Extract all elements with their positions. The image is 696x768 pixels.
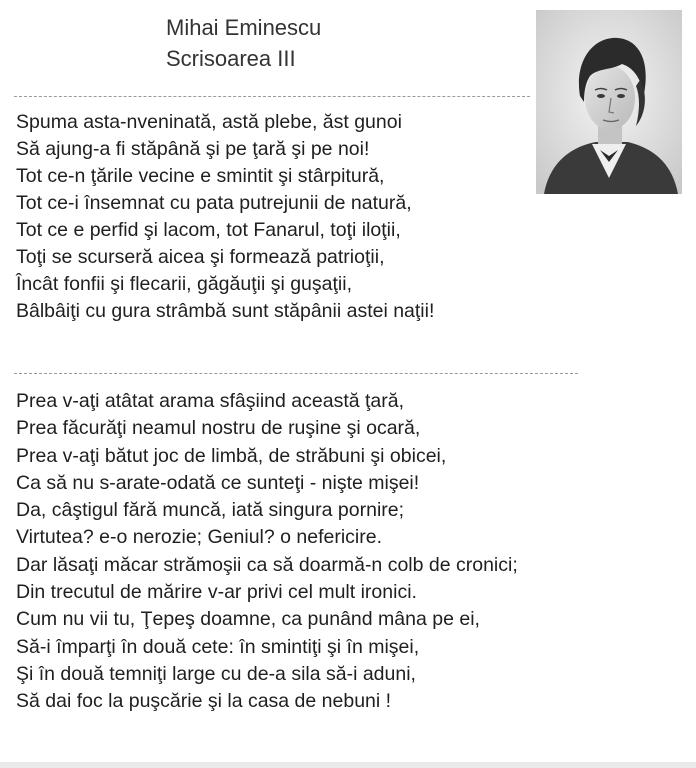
verse-line: Să dai foc la puşcărie şi la casa de nebuni ! [16,690,392,713]
verse-line: Încât fonfii şi flecarii, găgăuţii şi guşaţii, [16,273,352,295]
bottom-edge [0,762,696,768]
verse-line: Prea v-aţi atâtat arama sfâşiind această ţară, [16,390,405,412]
verse-line: Să-i împarţi în două cete: în smintiţi şi în mişei, [16,635,420,658]
verse-line: Ca să nu s-arate-odată ce sunteţi - nişte mişei! [16,471,420,494]
poem-header [166,12,321,74]
author-portrait [536,10,682,194]
verse-line: Toţi se scurseră aicea şi formează patrioţii, [16,246,385,268]
verse-line: Spuma asta-nveninată, astă plebe, ăst gunoi [16,111,402,133]
verse-line: Tot ce-i însemnat cu pata putrejunii de natură, [16,192,412,214]
verse-line: Prea v-aţi bătut joc de limbă, de străbuni şi obicei, [16,444,447,467]
verse-line: Tot ce-n ţările vecine e smintit şi stârpitură, [16,165,385,187]
verse-line: Şi în două temniţi large cu de-a sila să-i aduni, [16,662,416,685]
verse-line: Virtutea? e-o nerozie; Geniul? o nefericire. [16,526,383,549]
author-name: Mihai Eminescu [166,15,322,40]
verse-line: Tot ce e perfid şi lacom, tot Fanarul, toţi iloţii, [16,219,401,241]
dashed-divider [14,96,530,97]
portrait-sketch [536,10,682,194]
stanza-2 [16,388,518,716]
verse-line: Da, câştigul fără muncă, iată singura pornire; [16,499,405,522]
verse-line: Bâlbâiţi cu gura strâmbă sunt stăpânii astei naţii! [16,300,435,322]
poem-title: Scrisoarea III [166,46,296,71]
verse-line: Din trecutul de mărire v-ar privi cel mult ironici. [16,581,417,604]
verse-line: Prea făcurăţi neamul nostru de ruşine şi ocară, [16,417,421,440]
dashed-divider [14,373,578,374]
verse-line: Dar lăsaţi măcar strămoşii ca să doarmă-n colb de cronici; [16,553,518,576]
verse-line: Să ajung-a fi stăpână şi pe ţară şi pe noi! [16,138,370,160]
stanza-1 [16,109,434,325]
verse-line: Cum nu vii tu, Ţepeş doamne, ca punând mâna pe ei, [16,608,480,631]
